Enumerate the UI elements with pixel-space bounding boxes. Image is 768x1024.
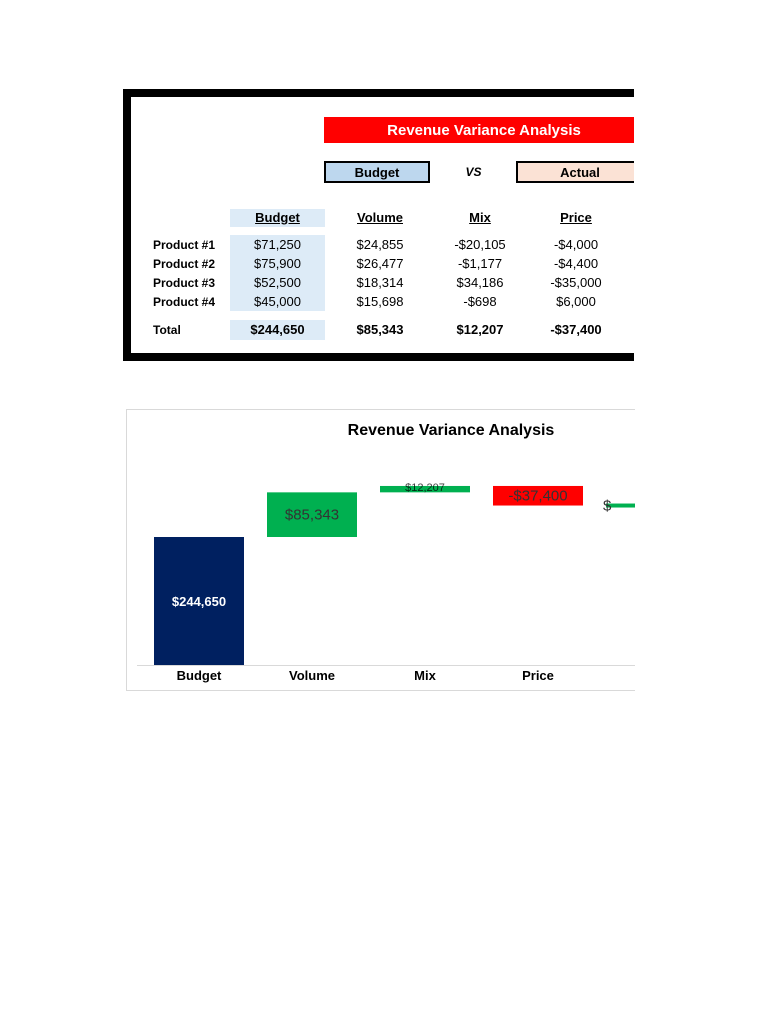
total-cell: $244,650	[250, 322, 305, 337]
table-cell: $24,855	[356, 237, 404, 252]
compare-vs-label: VS	[465, 165, 482, 179]
column-header-budget: Budget	[255, 210, 300, 225]
table-cell: $15,698	[356, 294, 404, 309]
column-header-volume: Volume	[357, 210, 403, 225]
total-cell: $85,343	[356, 322, 404, 337]
table-cell: -$698	[463, 294, 497, 309]
table-cell: $34,186	[456, 275, 504, 290]
data-label: -$37,400	[508, 487, 568, 505]
total-row-label: Total	[153, 323, 181, 337]
data-label: $12,207	[405, 481, 445, 494]
table-cell: -$20,105	[454, 237, 506, 252]
table-cell: $6,000	[556, 294, 596, 309]
table-cell: $52,500	[254, 275, 301, 290]
row-label: Product #1	[153, 238, 216, 252]
category-label: Price	[522, 668, 554, 683]
table-banner-title: Revenue Variance Analysis	[324, 117, 634, 143]
table-cell: $26,477	[356, 256, 404, 271]
table-cell: $75,900	[254, 256, 301, 271]
data-label: $85,343	[284, 506, 340, 524]
chart-title: Revenue Variance Analysis	[347, 422, 555, 439]
table-cell: -$4,000	[553, 237, 599, 252]
column-header-price: Price	[560, 210, 592, 225]
total-cell: -$37,400	[550, 322, 602, 337]
table-cell: -$1,177	[457, 256, 503, 271]
row-label: Product #3	[153, 276, 216, 290]
chart-plot	[127, 410, 635, 690]
data-label: $	[603, 497, 612, 515]
table-cell: $18,314	[356, 275, 404, 290]
data-label: $244,650	[171, 594, 227, 609]
variance-table-panel	[123, 89, 634, 361]
compare-actual-box: Actual	[516, 161, 634, 183]
table-cell: -$35,000	[550, 275, 602, 290]
table-cell: -$4,400	[553, 256, 599, 271]
table-cell: $45,000	[254, 294, 301, 309]
category-label: Budget	[176, 668, 222, 683]
category-label: Volume	[289, 668, 335, 683]
compare-budget-box: Budget	[324, 161, 430, 183]
total-cell: $12,207	[456, 322, 504, 337]
category-label: Mix	[414, 668, 436, 683]
column-header-mix: Mix	[469, 210, 491, 225]
waterfall-chart	[126, 409, 635, 691]
table-cell: $71,250	[254, 237, 301, 252]
row-label: Product #4	[153, 295, 216, 309]
row-label: Product #2	[153, 257, 216, 271]
